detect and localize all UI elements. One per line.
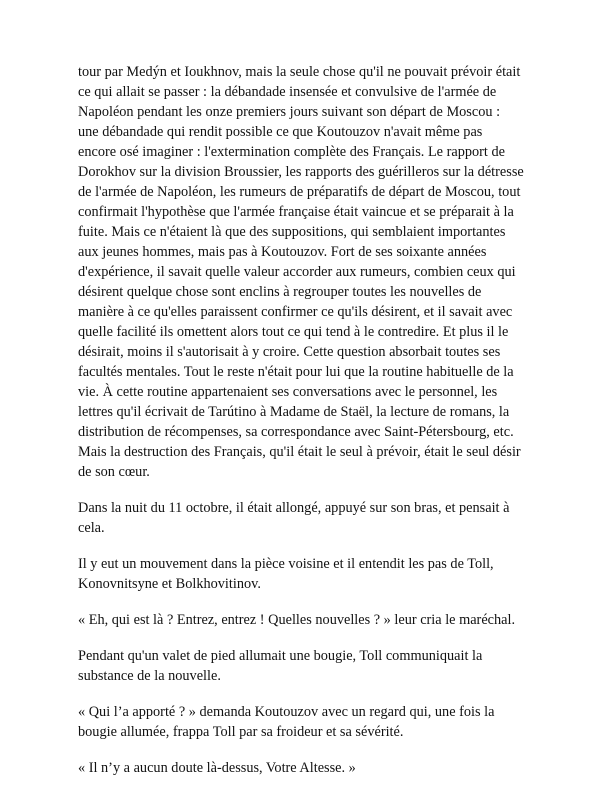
paragraph-4: « Eh, qui est là ? Entrez, entrez ! Quelles nouvelles ? » leur cria le maréchal. xyxy=(78,612,516,628)
paragraph-5: Pendant qu'un valet de pied allumait une bougie, Toll communiquait la substance de la nouvelle. xyxy=(78,648,483,684)
paragraph-7: « Il n’y a aucun doute là-dessus, Votre Altesse. » xyxy=(78,760,356,776)
paragraph-2: Dans la nuit du 11 octobre, il était allongé, appuyé sur son bras, et pensait à cela. xyxy=(78,500,510,536)
document-body xyxy=(78,62,524,794)
paragraph-6: « Qui l’a apporté ? » demanda Koutouzov avec un regard qui, une fois la bougie allumée, frappa Toll par sa froideur et sa sévérité. xyxy=(78,704,495,740)
paragraph-1: tour par Medýn et Ioukhnov, mais la seule chose qu'il ne pouvait prévoir était ce qui allait se passer : la débandade insensée et convulsive de l'armée de Napoléon pendant les onze premiers jours suivant son départ de Moscou : une débandade qui rendit possible ce que Koutouzov n'avait même pas encore osé imaginer : l'extermination complète des Français. Le rapport de Dorokhov sur la division Broussier, les rapports des guérilleros sur la détresse de l'armée de Napoléon, les rumeurs de préparatifs de départ de Moscou, tout confirmait l'hypothèse que l'armée française était vaincue et se préparait à la fuite. Mais ce n'étaient là que des suppositions, qui semblaient importantes aux jeunes hommes, mais pas à Koutouzov. Fort de ses soixante années d'expérience, il savait quelle valeur accorder aux rumeurs, combien ceux qui désirent quelque chose sont enclins à regrouper toutes les nouvelles de manière à ce qu'elles paraissent confirmer ce qu'ils désirent, et il savait avec quelle facilité ils omettent alors tout ce qui tend à le contredire. Et plus il le désirait, moins il s'autorisait à y croire. Cette question absorbait toutes ses facultés mentales. Tout le reste n'était pour lui que la routine habituelle de la vie. À cette routine appartenaient ses conversations avec le personnel, les lettres qu'il écrivait de Tarútino à Madame de Staël, la lecture de romans, la distribution de récompenses, sa correspondance avec Saint-Pétersbourg, etc. Mais la destruction des Français, qu'il était le seul à prévoir, était le seul désir de son cœur. xyxy=(78,64,524,480)
paragraph-3: Il y eut un mouvement dans la pièce voisine et il entendit les pas de Toll, Konovnitsyne et Bolkhovitinov. xyxy=(78,556,494,592)
